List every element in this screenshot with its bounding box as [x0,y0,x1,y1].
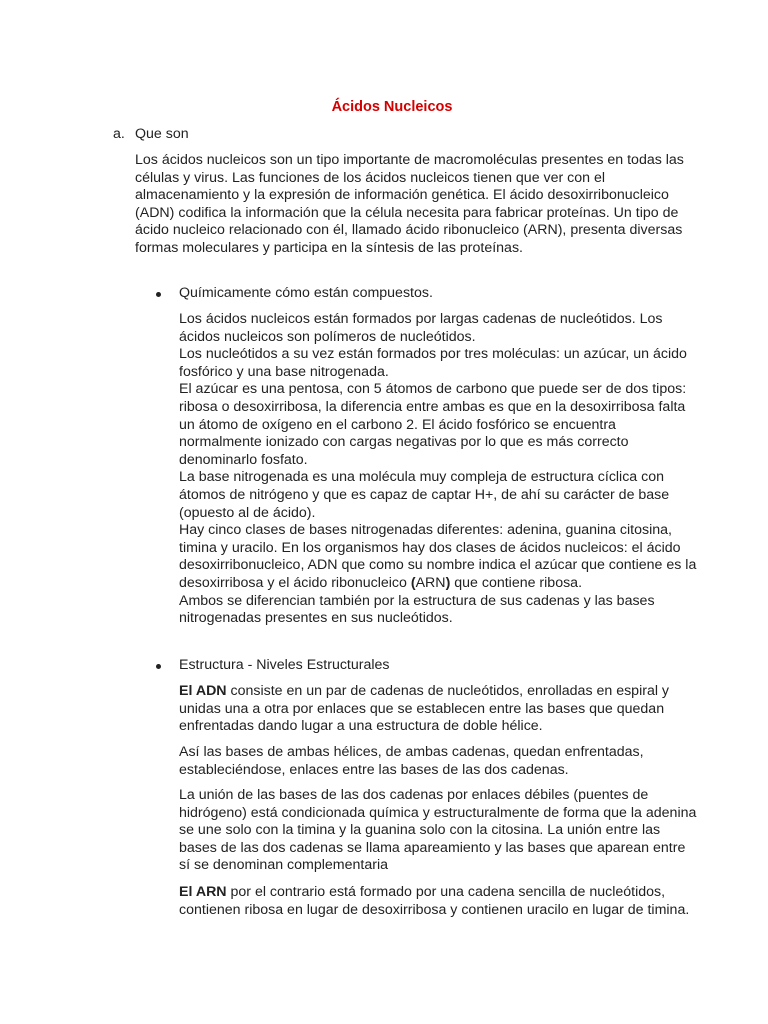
document-title: Ácidos Nucleicos [331,99,453,115]
arn-tail: que contiene ribosa. [450,574,583,591]
composition-line-3: El azúcar es una pentosa, con 5 átomos de carbono que puede ser de dos tipos: ribosa o desoxirribosa, la diferencia entre ambas es que en la desoxirribosa falta un átomo de oxígeno en el carbono 2. El ácido fosfórico se encuentra normalmente ionizado con cargas negativas por lo que es más correcto denominarlo fosfato. [179,381,687,468]
composition-line-6: Ambos se diferencian también por la estructura de sus cadenas y las bases nitrogenadas presentes en sus nucleótidos. [179,592,655,627]
composition-line-5-text: Hay cinco clases de bases nitrogenadas diferentes: adenina, guanina citosina, timina y uracilo. En los organismos hay dos clases de ácidos nucleicos: el ácido desoxirribonucleico, ADN que como su nombre indica el azúcar que contiene es la desoxirribosa y el ácido ribonucleico [179,522,697,591]
arn-text: por el contrario está formado por una cadena sencilla de nucleótidos, contienen ribosa en lugar de desoxirribosa y contienen uracilo en lugar de timina. [179,884,690,918]
composition-line-5 [179,522,699,592]
section-a-title: Que son [135,126,189,142]
intro-paragraph: Los ácidos nucleicos son un tipo importante de macromoléculas presentes en todas las células y virus. Las funciones de los ácidos nucleicos tienen que ver con el almacenamiento y la expresión de información genética. El ácido desoxirribonucleico (ADN) codifica la información que la célula necesita para fabricar proteínas. Un tipo de ácido nucleico relacionado con él, llamado ácido ribonucleico (ARN), presenta diversas formas moleculares y participa en la síntesis de las proteínas. [135,152,684,256]
composition-line-2: Los nucleótidos a su vez están formados por tres moléculas: un azúcar, un ácido fosfórico y una base nitrogenada. [179,346,687,380]
bullet-dot [156,292,161,297]
bullet-label-composition: Químicamente cómo están compuestos. [179,285,433,301]
bullet-dot [156,664,161,669]
bases-paragraph: Así las bases de ambas hélices, de ambas cadenas, quedan enfrentadas, estableciéndose, enlaces entre las bases de las dos cadenas. [179,744,644,778]
bullet-label-structure: Estructura - Niveles Estructurales [179,657,390,673]
adn-paragraph [179,683,699,736]
arn-abbrev: ARN [415,574,446,591]
list-marker-a: a. [113,126,125,142]
composition-line-4: La base nitrogenada es una molécula muy compleja de estructura cíclica con átomos de nitrógeno y que es capaz de captar H+, de ahí su carácter de base (opuesto al de ácido). [179,469,670,521]
arn-close-paren: ) [445,574,451,591]
union-paragraph: La unión de las bases de las dos cadenas por enlaces débiles (puentes de hidrógeno) está condicionada química y estructuralmente de forma que la adenina se une solo con la timina y la guanina solo con la citosina. La unión entre las bases de las dos cadenas se llama apareamiento y las bases que aparean entre sí se denominan complementaria [179,787,697,874]
arn-paragraph [179,884,699,919]
arn-open-paren: ( [410,574,416,591]
adn-text: consiste en un par de cadenas de nucleótidos, enrolladas en espiral y unidas una a otra por enlaces que se establecen entre las bases que quedan enfrentadas dando lugar a una estructura de doble hélice. [179,683,670,735]
arn-bold-label: El ARN [179,884,227,900]
adn-bold-label: El ADN [179,683,227,699]
composition-line-1: Los ácidos nucleicos están formados por largas cadenas de nucleótidos. Los ácidos nucleicos son polímeros de nucleótidos. [179,311,663,345]
composition-text [179,311,699,628]
